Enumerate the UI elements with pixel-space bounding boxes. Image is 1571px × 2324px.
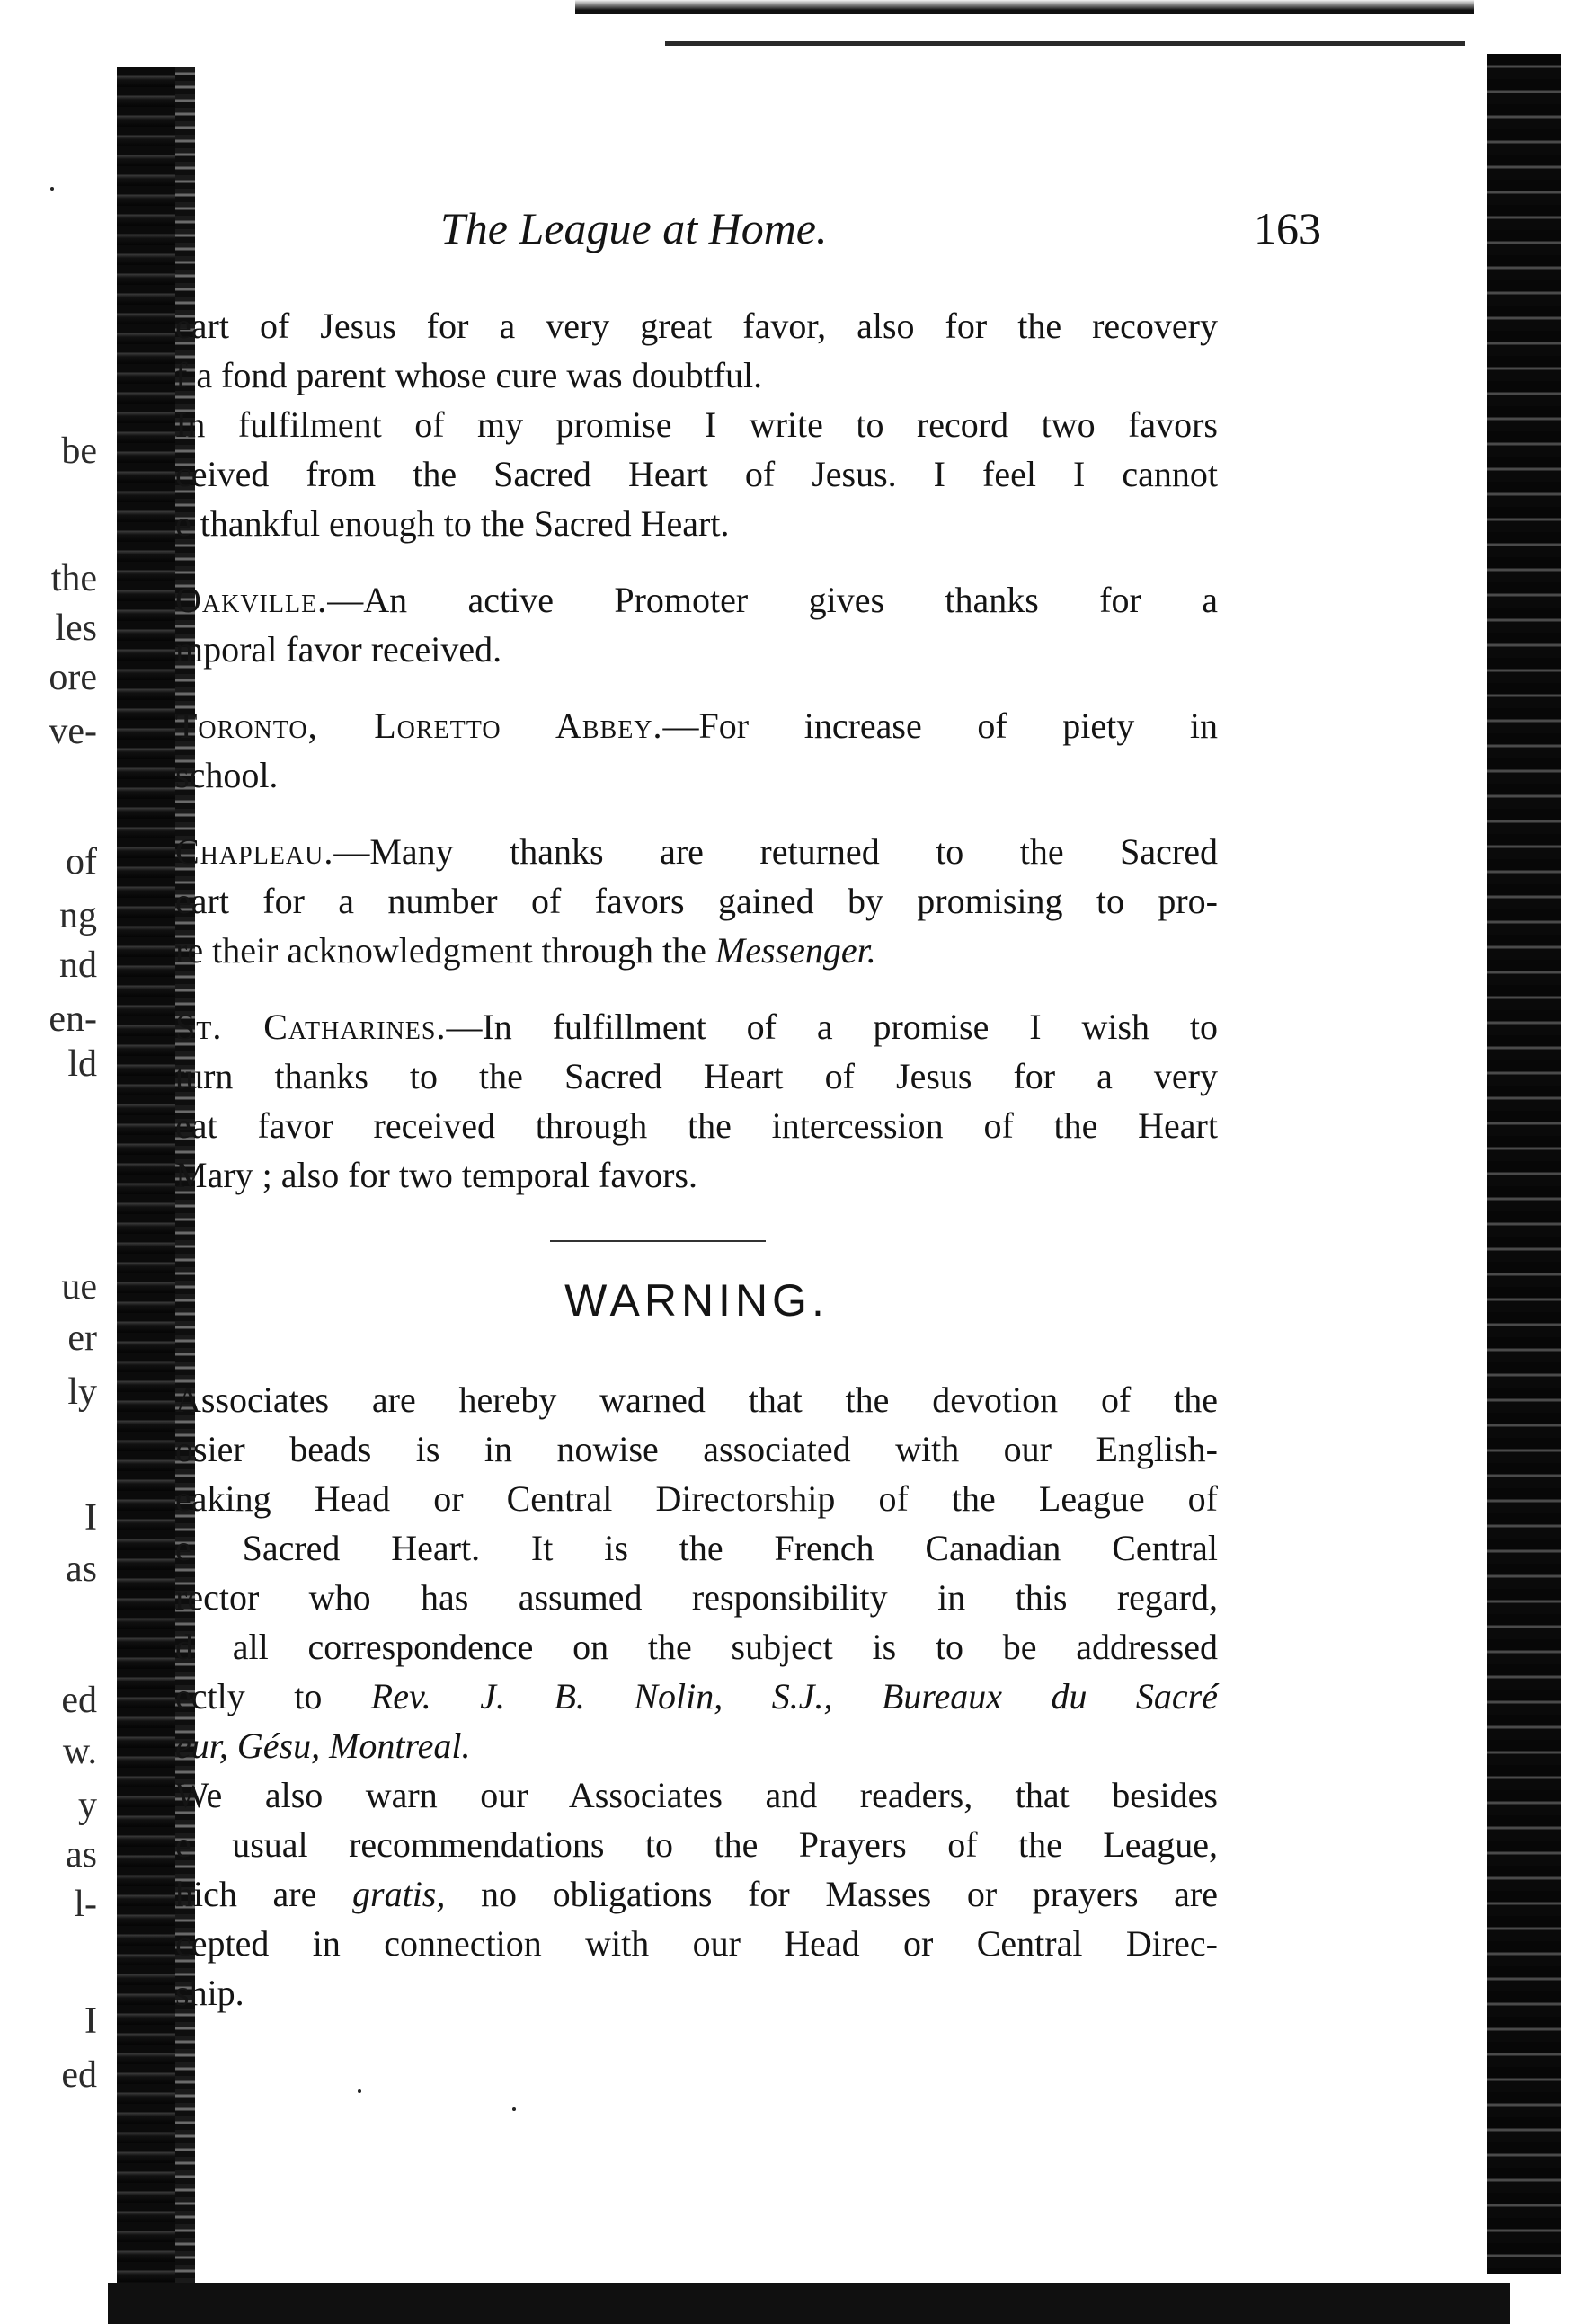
margin-fragment: ue: [61, 1266, 97, 1308]
margin-fragment: ore: [49, 657, 97, 698]
scan-top-border-line: [665, 41, 1465, 46]
margin-fragment: ng: [59, 895, 97, 936]
entry-toronto: [175, 701, 1218, 800]
text-line: eat favor received through the intercession of the Heart: [175, 1105, 1218, 1146]
margin-fragment: I: [84, 2000, 97, 2042]
text-line: f a fond parent whose cure was doubtful.: [175, 355, 763, 395]
text-line: hich are gratis, no obligations for Masses or prayers are: [175, 1874, 1218, 1914]
facing-page-fragments: [0, 0, 115, 2324]
gratis-word: gratis,: [352, 1874, 446, 1914]
scan-speck: [512, 2107, 516, 2111]
margin-fragment: as: [66, 1548, 97, 1590]
text-line: St. Catharines.—In fulfillment of a promise I wish to: [175, 1007, 1218, 1047]
warning-body: [175, 1375, 1218, 2018]
text-line: d all correspondence on the subject is to be addressed: [175, 1627, 1218, 1667]
margin-fragment: w.: [62, 1731, 97, 1772]
place-name: Toronto, Loretto Abbey.: [175, 705, 663, 746]
margin-fragment: ve-: [49, 711, 97, 752]
text-line: e usual recommendations to the Prayers of the League,: [175, 1824, 1218, 1865]
director-address-cont: eur, Gésu, Montreal.: [175, 1725, 471, 1766]
scan-speck: [358, 2089, 361, 2093]
margin-fragment: ly: [67, 1371, 97, 1413]
text-line: mporal favor received.: [175, 629, 502, 670]
place-name: St. Catharines.: [175, 1007, 447, 1047]
text-line: In fulfilment of my promise I write to record two favors: [175, 404, 1218, 445]
entry-st-catharines: [175, 1002, 1218, 1200]
margin-fragment: les: [55, 608, 97, 649]
page-number: 163: [1254, 203, 1321, 253]
margin-fragment: y: [78, 1785, 97, 1826]
text-line: Associates are hereby warned that the devotion of the: [175, 1379, 1218, 1420]
text-line: osier beads is in nowise associated with our English-: [175, 1429, 1218, 1469]
text-line: Mary ; also for two temporal favors.: [175, 1155, 697, 1195]
margin-fragment: ed: [61, 2054, 97, 2096]
margin-fragment: nd: [59, 945, 97, 986]
messenger-title: Messenger.: [714, 930, 876, 971]
page-header: [413, 202, 1321, 265]
text-line: e Sacred Heart. It is the French Canadian Central: [175, 1528, 1218, 1568]
warning-paragraph-1: [175, 1375, 1218, 1770]
entry-chapleau: [175, 827, 1218, 975]
text-line: e thankful enough to the Sacred Heart.: [175, 503, 730, 544]
text-line: Oakville.—An active Promoter gives thanks for a: [175, 580, 1218, 620]
text-line: [175, 1721, 1218, 1770]
warning-heading: WARNING.: [564, 1275, 829, 1326]
margin-fragment: I: [84, 1497, 97, 1539]
scan-speck: [50, 187, 54, 191]
text-line: eart for a number of favors gained by promising to pro-: [175, 881, 1218, 921]
margin-fragment: ed: [61, 1680, 97, 1721]
text-line: Chapleau.—Many thanks are returned to the Sacred: [175, 831, 1218, 872]
margin-fragment: en-: [49, 998, 97, 1040]
margin-fragment: l-: [74, 1884, 97, 1925]
text-line: turn thanks to the Sacred Heart of Jesus for a very: [175, 1056, 1218, 1096]
margin-fragment: of: [66, 841, 97, 883]
place-name: Chapleau.: [175, 831, 334, 872]
entry-oakville: [175, 575, 1218, 674]
text-line: school.: [175, 755, 279, 795]
text-line: We also warn our Associates and readers, that besides: [175, 1775, 1218, 1815]
text-line: re their acknowledgment through the Messenger.: [175, 930, 876, 971]
place-name: Oakville.: [175, 580, 328, 620]
text-line: ship.: [175, 1973, 244, 2013]
margin-fragment: as: [66, 1834, 97, 1876]
entry-paragraph: [175, 400, 1218, 548]
margin-fragment: er: [67, 1317, 97, 1359]
page-body: [175, 301, 1218, 1227]
text-line: cepted in connection with our Head or Central Direc-: [175, 1923, 1218, 1964]
text-line: eart of Jesus for a very great favor, also for the recovery: [175, 306, 1218, 346]
text-line: eaking Head or Central Directorship of the League of: [175, 1478, 1218, 1519]
running-title: The League at Home.: [440, 203, 828, 253]
margin-fragment: ld: [67, 1043, 97, 1085]
entry-paragraph: [175, 301, 1218, 400]
section-divider: [550, 1240, 766, 1242]
director-address: Rev. J. B. Nolin, S.J., Bureaux du Sacré: [370, 1676, 1218, 1716]
margin-fragment: be: [61, 430, 97, 472]
text-line: ectly to Rev. J. B. Nolin, S.J., Bureaux du Sacré: [175, 1676, 1218, 1716]
text-line: rector who has assumed responsibility in this regard,: [175, 1577, 1218, 1618]
margin-fragment: the: [50, 558, 97, 599]
scan-top-border: [575, 0, 1474, 14]
text-line: Toronto, Loretto Abbey.—For increase of piety in: [175, 705, 1218, 746]
warning-paragraph-2: [175, 1770, 1218, 2018]
text-line: ceived from the Sacred Heart of Jesus. I feel I cannot: [175, 454, 1218, 494]
scan-bottom-shadow: [108, 2283, 1510, 2324]
scan-right-edge-shadow: [1487, 54, 1561, 2274]
